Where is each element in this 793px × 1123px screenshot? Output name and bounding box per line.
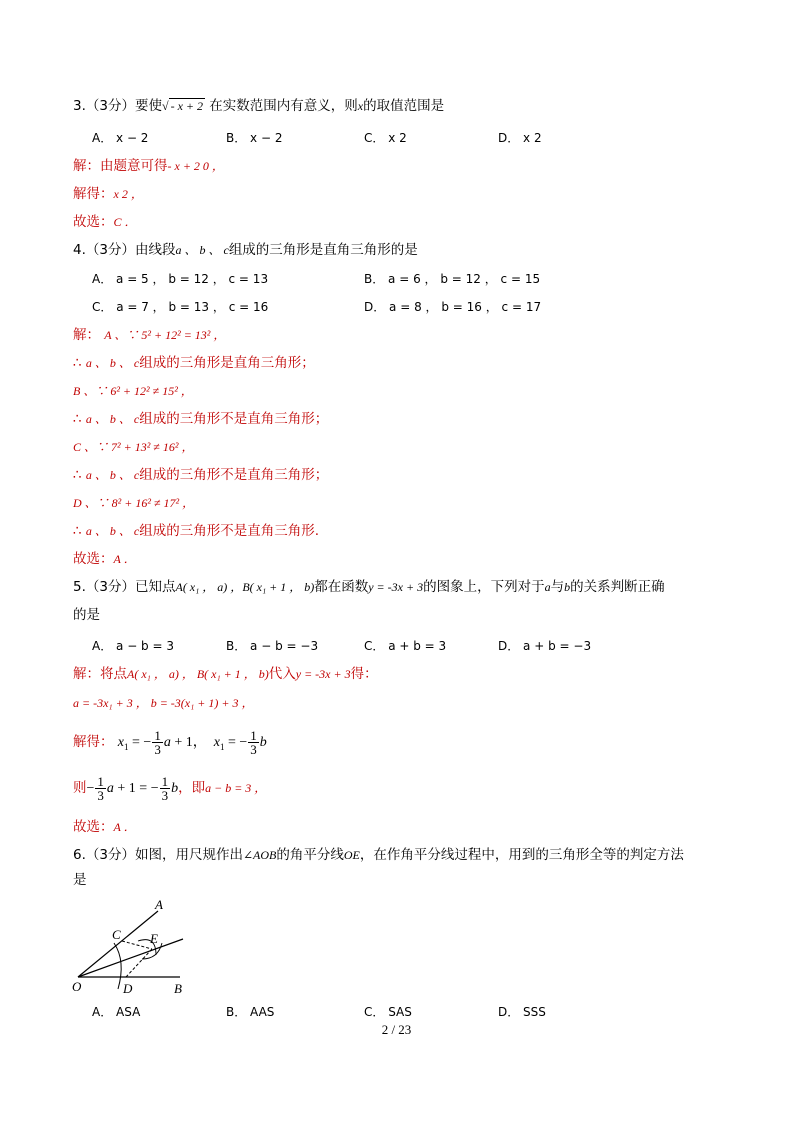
angle-bisector-figure bbox=[70, 895, 200, 995]
q6-option-b: B． AAS bbox=[226, 1005, 275, 1019]
q3-option-b: B． x − 2 bbox=[226, 131, 283, 145]
q4-option-c: C． a = 7 ， b = 13 ， c = 16 bbox=[92, 300, 269, 314]
q6-option-a: A． ASA bbox=[92, 1005, 141, 1019]
q4-option-b: B． a = 6 ， b = 12 ， c = 15 bbox=[364, 272, 541, 286]
q5-solution-line2: a = -3x₁ + 3 ， b = -3(x₁ + 1) + 3 ， bbox=[73, 696, 254, 710]
label-b: B bbox=[174, 981, 182, 995]
label-o: O bbox=[72, 979, 82, 994]
q4-solution-line: 解： A 、∵ 5² + 12² = 13² ， bbox=[73, 327, 226, 343]
q5-answer: 故选：A ． bbox=[73, 819, 136, 835]
q4-stem: 4.（3分）由线段a 、 b 、 c组成的三角形是直角三角形的是 bbox=[73, 242, 418, 258]
q5-option-a: A． a − b = 3 bbox=[92, 639, 174, 653]
q6-stem-line2: 是 bbox=[73, 872, 87, 888]
q5-option-b: B． a − b = −3 bbox=[226, 639, 319, 653]
q3-option-d: D． x 2 bbox=[498, 131, 542, 145]
q5-solution-line3: 解得： $x_1$ = − $\frac{1}{3}$ a + 1， $x_1$ = − $\frac{1}{3}$ b bbox=[73, 728, 267, 758]
q3-option-a: A． x − 2 bbox=[92, 131, 149, 145]
q4-answer: 故选：A ． bbox=[73, 551, 136, 567]
segment-de bbox=[126, 949, 152, 977]
q3-solution-line2: 解得：x 2 ， bbox=[73, 186, 143, 202]
label-a: A bbox=[155, 897, 163, 912]
q4-solution-line: B 、∵ 6² + 12² ≠ 15² ， bbox=[73, 384, 193, 398]
q4-solution-line: ∴ a 、 b 、 c组成的三角形不是直角三角形； bbox=[73, 411, 329, 427]
q4-solution-line: D 、∵ 8² + 16² ≠ 17² ， bbox=[73, 496, 195, 510]
q4-option-a: A． a = 5 ， b = 12 ， c = 13 bbox=[92, 272, 269, 286]
q4-solution-line: ∴ a 、 b 、 c组成的三角形不是直角三角形； bbox=[73, 467, 329, 483]
q5-solution-line1: 解：将点A( x₁ ， a) ， B( x₁ + 1 ， b)代入y = -3x + 3得： bbox=[73, 666, 378, 682]
q4-option-d: D． a = 8 ， b = 16 ， c = 17 bbox=[364, 300, 542, 314]
q4-solution-line: ∴ a 、 b 、 c组成的三角形不是直角三角形. bbox=[73, 523, 320, 539]
q5-solution-line4: 则− $\frac{1}{3}$ a + 1 = − $\frac{1}{3}$ b，即a − b = 3 ， bbox=[73, 774, 267, 804]
ray-oe bbox=[78, 939, 183, 977]
q6-stem: 6.（3分）如图，用尺规作出∠AOB的角平分线OE，在作角平分线过程中，用到的三角形全等的判定方法 bbox=[73, 847, 684, 863]
label-c: C bbox=[112, 927, 121, 942]
q3-solution-line1: 解：由题意可得- x + 2 0 ， bbox=[73, 158, 224, 174]
q5-option-c: C． a + b = 3 bbox=[364, 639, 447, 653]
arc-cd bbox=[114, 943, 121, 989]
q3-answer: 故选：C ． bbox=[73, 214, 137, 230]
label-e: E bbox=[150, 931, 158, 946]
page-number: 2 / 23 bbox=[381, 1022, 412, 1037]
ray-oa bbox=[78, 911, 158, 977]
q6-option-d: D． SSS bbox=[498, 1005, 546, 1019]
q3-option-c: C． x 2 bbox=[364, 131, 407, 145]
q4-solution-line: C 、∵ 7² + 13² ≠ 16² ， bbox=[73, 440, 194, 454]
q5-option-d: D． a + b = −3 bbox=[498, 639, 592, 653]
q3-radicand: - x + 2 bbox=[170, 99, 203, 113]
label-d: D bbox=[123, 981, 133, 995]
q4-solution-line: ∴ a 、 b 、 c组成的三角形是直角三角形； bbox=[73, 355, 315, 371]
q5-stem-line2: 的是 bbox=[73, 607, 100, 623]
q5-stem: 5.（3分）已知点A( x₁ ， a) ，B( x₁ + 1 ， b)都在函数y = -3x + 3的图象上，下列对于a与b的关系判断正确 bbox=[73, 579, 665, 595]
q6-option-c: C． SAS bbox=[364, 1005, 412, 1019]
q3-stem: 3.（3分）要使√ - x + 2 在实数范围内有意义，则x的取值范围是 bbox=[73, 98, 445, 114]
segment-ce bbox=[122, 941, 152, 949]
